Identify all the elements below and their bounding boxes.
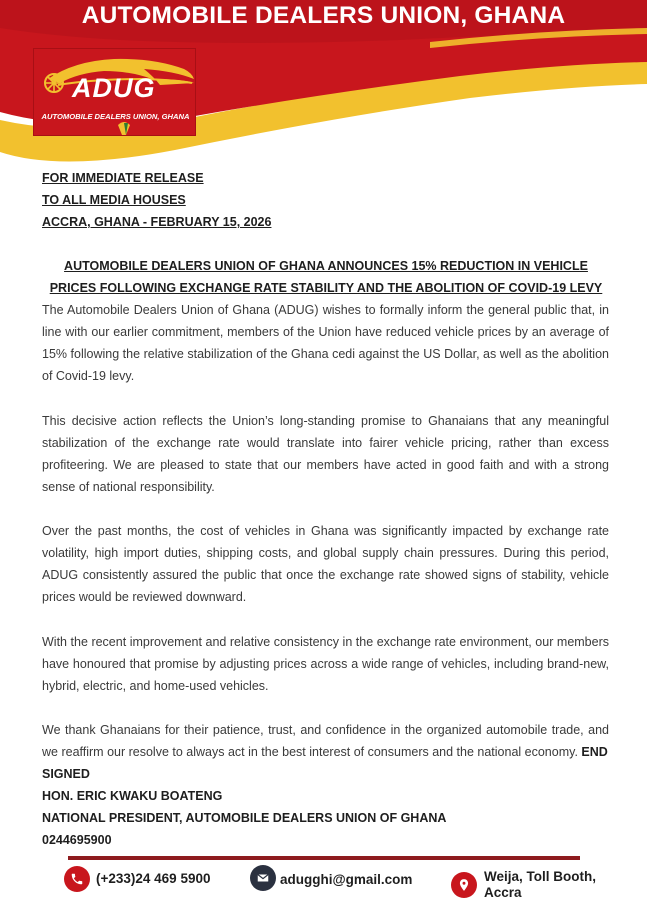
- closing-text: We thank Ghanaians for their patience, trust, and confidence in the organized automobile trade, and we reaffirm our resolve to always act in the best interest of consumers and the national economy.: [42, 723, 609, 759]
- release-notice: FOR IMMEDIATE RELEASE: [42, 171, 204, 185]
- footer-divider: [68, 856, 580, 860]
- signatory-title: NATIONAL PRESIDENT, AUTOMOBILE DEALERS UNION OF GHANA: [42, 811, 447, 825]
- footer-phone[interactable]: (+233)24 469 5900: [96, 871, 211, 886]
- phone-icon: [64, 866, 90, 892]
- address-line-2: Accra: [484, 885, 522, 900]
- signatory-name: HON. ERIC KWAKU BOATENG: [42, 789, 223, 803]
- address-line-1: Weija, Toll Booth,: [484, 869, 596, 884]
- dateline: ACCRA, GHANA - FEBRUARY 15, 2026: [42, 215, 272, 229]
- body-paragraph-1: The Automobile Dealers Union of Ghana (ADUG) wishes to formally inform the general public that, in line with our earlier commitment, members of the Union have reduced vehicle prices by an average of 15% following the relative stabilization of the Ghana cedi against the US Dollar, as well as the abolition of Covid-19 levy.: [42, 303, 609, 383]
- signatory-phone: 0244695900: [42, 833, 112, 847]
- footer-address: [484, 869, 596, 901]
- signed-label: SIGNED: [42, 767, 90, 781]
- press-release-headline: [40, 255, 612, 299]
- body-paragraph-3: Over the past months, the cost of vehicles in Ghana was significantly impacted by exchange rate volatility, high import duties, shipping costs, and global supply chain pressures. During this period, ADUG consistently assured the public that once the exchange rate showed signs of stability, vehicle prices would be reviewed downward.: [42, 524, 609, 604]
- headline-line-1: AUTOMOBILE DEALERS UNION OF GHANA ANNOUNCES 15% REDUCTION IN VEHICLE: [64, 259, 588, 273]
- audience-line: TO ALL MEDIA HOUSES: [42, 193, 186, 207]
- organization-title: AUTOMOBILE DEALERS UNION, GHANA: [81, 2, 566, 29]
- adug-logo: [33, 48, 196, 136]
- body-paragraph-2: This decisive action reflects the Union’s long-standing promise to Ghanaians that any meaningful stabilization of the exchange rate would translate into fairer vehicle pricing, rather than excess profiteering. We are pleased to state that our members have acted in good faith and with a strong sense of national responsibility.: [42, 414, 609, 494]
- body-paragraph-4: With the recent improvement and relative consistency in the exchange rate environment, our members have honoured that promise by adjusting prices across a wide range of vehicles, including brand-new, hybrid, electric, and home-used vehicles.: [42, 635, 609, 693]
- logo-abbreviation: ADUG: [72, 73, 156, 103]
- email-icon: [250, 865, 276, 891]
- letterhead-header: [0, 0, 647, 170]
- location-pin-icon: [451, 872, 477, 898]
- headline-line-2: PRICES FOLLOWING EXCHANGE RATE STABILITY AND THE ABOLITION OF COVID-19 LEVY: [49, 281, 603, 295]
- logo-subtitle: AUTOMOBILE DEALERS UNION, GHANA: [41, 112, 190, 121]
- footer-email[interactable]: adugghi@gmail.com: [280, 872, 413, 887]
- end-marker: END: [581, 745, 608, 759]
- body-paragraph-5: [42, 719, 609, 763]
